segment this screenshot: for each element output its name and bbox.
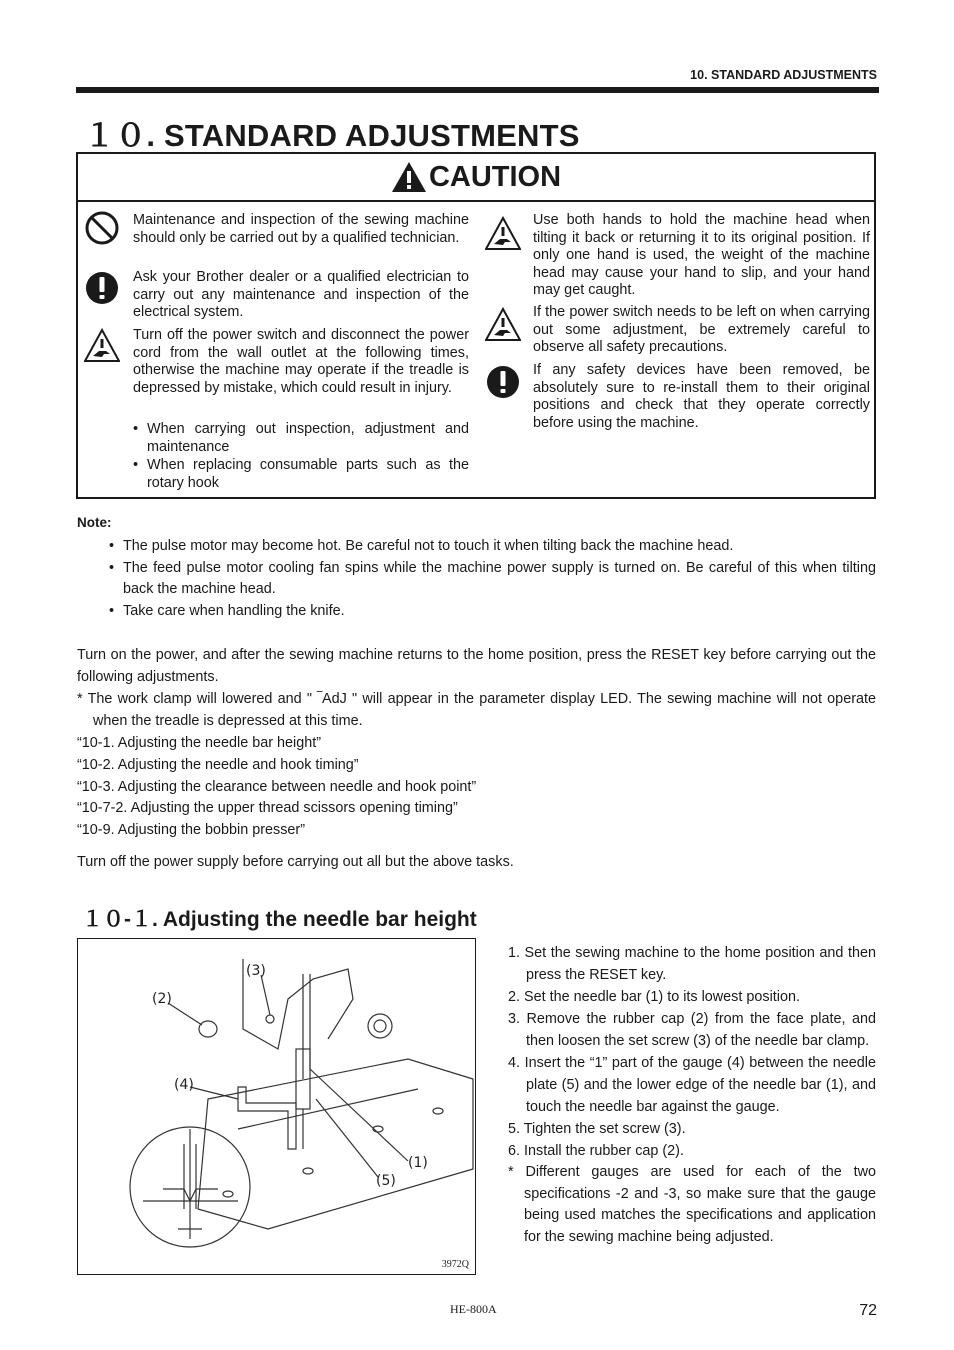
caution-bullet-2: • When replacing consumable parts such as the rotary hook (133, 456, 469, 492)
caution-bullet-1: • When carrying out inspection, adjustment and maintenance (133, 420, 469, 456)
adjustment-list-item-4: “10-7-2. Adjusting the upper thread scissors opening timing” (77, 800, 458, 816)
step-1: 1. Set the sewing machine to the home position and then press the RESET key. (508, 945, 876, 983)
intro-note: * The work clamp will lowered and " ‾AdJ " will appear in the parameter display LED. The sewing machine will not operate when the treadle is depressed at this time. (77, 691, 876, 729)
hand-warning-icon (485, 307, 521, 343)
figure-code: 3972Q (441, 1259, 469, 1270)
needle-bar-illustration (78, 939, 474, 1273)
section-title: １０-１. Adjusting the needle bar height (82, 908, 477, 931)
hand-warning-icon (485, 216, 521, 252)
note-item-1: • The pulse motor may become hot. Be careful not to touch it when tilting back the machine head. (109, 536, 765, 557)
step-4: 4. Insert the “1” part of the gauge (4) between the needle plate (5) and the lower edge of the needle bar (1), and touch the needle bar against the gauge. (508, 1055, 876, 1115)
figure-label-5: (5) (376, 1173, 396, 1189)
running-header: 10. STANDARD ADJUSTMENTS (690, 68, 877, 82)
step-6: 6. Install the rubber cap (2). (508, 1143, 684, 1159)
header-rule (76, 87, 879, 93)
warning-triangle-icon (391, 161, 427, 193)
figure-label-3: (3) (246, 963, 266, 979)
step-5: 5. Tighten the set screw (3). (508, 1121, 686, 1137)
caution-left-text-1: Maintenance and inspection of the sewing machine should only be carried out by a qualified technician. (133, 212, 469, 246)
adjustment-list-item-2: “10-2. Adjusting the needle and hook timing” (77, 757, 359, 773)
step-3: 3. Remove the rubber cap (2) from the face plate, and then loosen the set screw (3) of the needle bar clamp. (508, 1011, 876, 1049)
caution-header (78, 154, 874, 202)
note-item-2: • The feed pulse motor cooling fan spins while the machine power supply is turned on. Be careful of this when tilting back the machine head. (109, 558, 876, 600)
gauge-note: * Different gauges are used for each of the two specifications -2 and -3, so make sure that the gauge being used matches the specifications and application for the sewing machine being adjusted. (508, 1164, 876, 1245)
needle-bar-figure (77, 938, 476, 1275)
hand-warning-icon (84, 328, 120, 364)
figure-label-2: (2) (152, 991, 172, 1007)
note-label: Note: (77, 515, 112, 530)
caution-right-text-3: If any safety devices have been removed, be absolutely sure to re-install them to their original positions and check that they operate correctly before using the machine. (533, 362, 870, 431)
caution-left-text-2: Ask your Brother dealer or a qualified electrician to carry out any maintenance and inspection of the electrical system. (133, 269, 469, 320)
intro-paragraph: Turn on the power, and after the sewing machine returns to the home position, press the RESET key before carrying out the following adjustments. (77, 647, 876, 685)
figure-label-1: (1) (408, 1155, 428, 1171)
figure-label-4: (4) (174, 1077, 194, 1093)
page-title: １０. STANDARD ADJUSTMENTS (84, 118, 580, 153)
caution-left-text-3: Turn off the power switch and disconnect the power cord from the wall outlet at the following times, otherwise the machine may operate if the treadle is depressed by mistake, which could result in injury. (133, 327, 469, 396)
mandatory-icon (485, 364, 521, 400)
caution-right-text-2: If the power switch needs to be left on when carrying out some adjustment, be extremely careful to observe all safety precautions. (533, 304, 870, 355)
caution-heading: CAUTION (428, 160, 562, 193)
footer-model: HE-800A (450, 1302, 497, 1316)
note-item-3: • Take care when handling the knife. (109, 601, 765, 622)
adjustment-list-item-3: “10-3. Adjusting the clearance between needle and hook point” (77, 779, 477, 795)
caution-right-text-1: Use both hands to hold the machine head when tilting it back or returning it to its original position. If only one hand is used, the weight of the machine head may cause your hand to slip, and your hand may get caught. (533, 212, 870, 298)
power-off-note: Turn off the power supply before carrying out all but the above tasks. (77, 854, 514, 870)
step-2: 2. Set the needle bar (1) to its lowest position. (508, 989, 800, 1005)
adjustment-list-item-1: “10-1. Adjusting the needle bar height” (77, 735, 322, 751)
mandatory-icon (84, 270, 120, 306)
adjustment-list-item-5: “10-9. Adjusting the bobbin presser” (77, 822, 305, 838)
page-number: 72 (859, 1302, 877, 1319)
prohibited-icon (84, 210, 120, 246)
caution-box (76, 152, 876, 499)
